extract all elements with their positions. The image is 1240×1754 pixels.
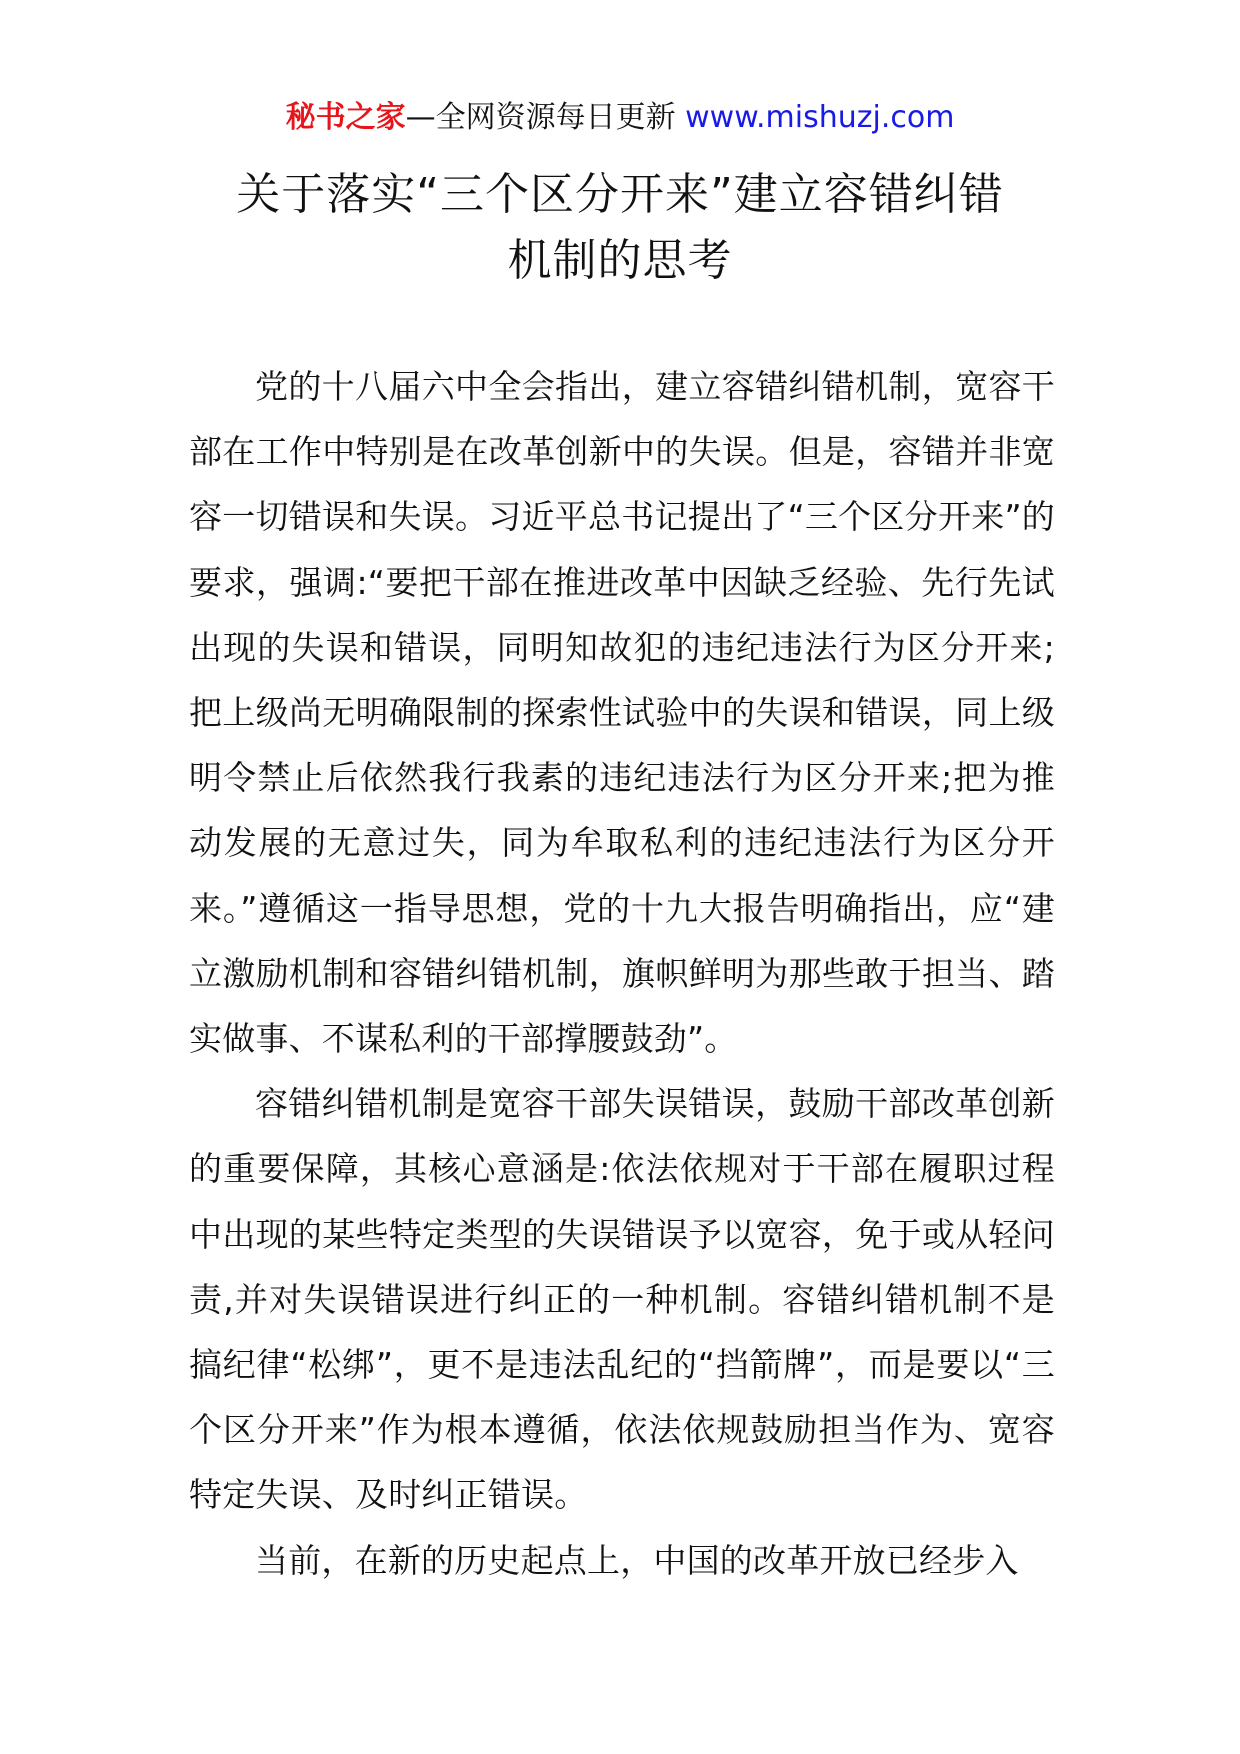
document-title	[150, 162, 1090, 294]
title-line-1: 关于落实“三个区分开来”建立容错纠错	[236, 169, 1004, 220]
paragraph-3: 当前，在新的历史起点上，中国的改革开放已经步入	[255, 1540, 1019, 1580]
title-line-2: 机制的思考	[507, 235, 733, 286]
document-body	[189, 354, 1055, 1593]
header-slogan: —全网资源每日更新	[405, 100, 686, 135]
brand-name: 秘书之家	[285, 100, 406, 135]
site-url-link[interactable]: www.mishuzj.com	[685, 100, 955, 135]
paragraph-1: 党的十八届六中全会指出，建立容错纠错机制，宽容干部在工作中特别是在改革创新中的失误。但是，容错并非宽容一切错误和失误。习近平总书记提出了“三个区分开来”的要求，强调:“要把干部在推进改革中因缺乏经验、先行先试出现的失误和错误，同明知故犯的违纪违法行为区分开来;把上级尚无明确限制的探索性试验中的失误和错误，同上级明令禁止后依然我行我素的违纪违法行为区分开来;把为推动发展的无意过失，同为牟取私利的违纪违法行为区分开来。”遵循这一指导思想，党的十九大报告明确指出，应“建立激励机制和容错纠错机制，旗帜鲜明为那些敢于担当、踏实做事、不谋私利的干部撑腰鼓劲”。	[189, 367, 1055, 1059]
site-header	[0, 98, 1240, 138]
paragraph-2: 容错纠错机制是宽容干部失误错误，鼓励干部改革创新的重要保障，其核心意涵是:依法依规对于干部在履职过程中出现的某些特定类型的失误错误予以宽容，免于或从轻问责,并对失误错误进行纠正的一种机制。容错纠错机制不是搞纪律“松绑”，更不是违法乱纪的“挡箭牌”，而是要以“三个区分开来”作为根本遵循，依法依规鼓励担当作为、宽容特定失误、及时纠正错误。	[189, 1084, 1055, 1515]
